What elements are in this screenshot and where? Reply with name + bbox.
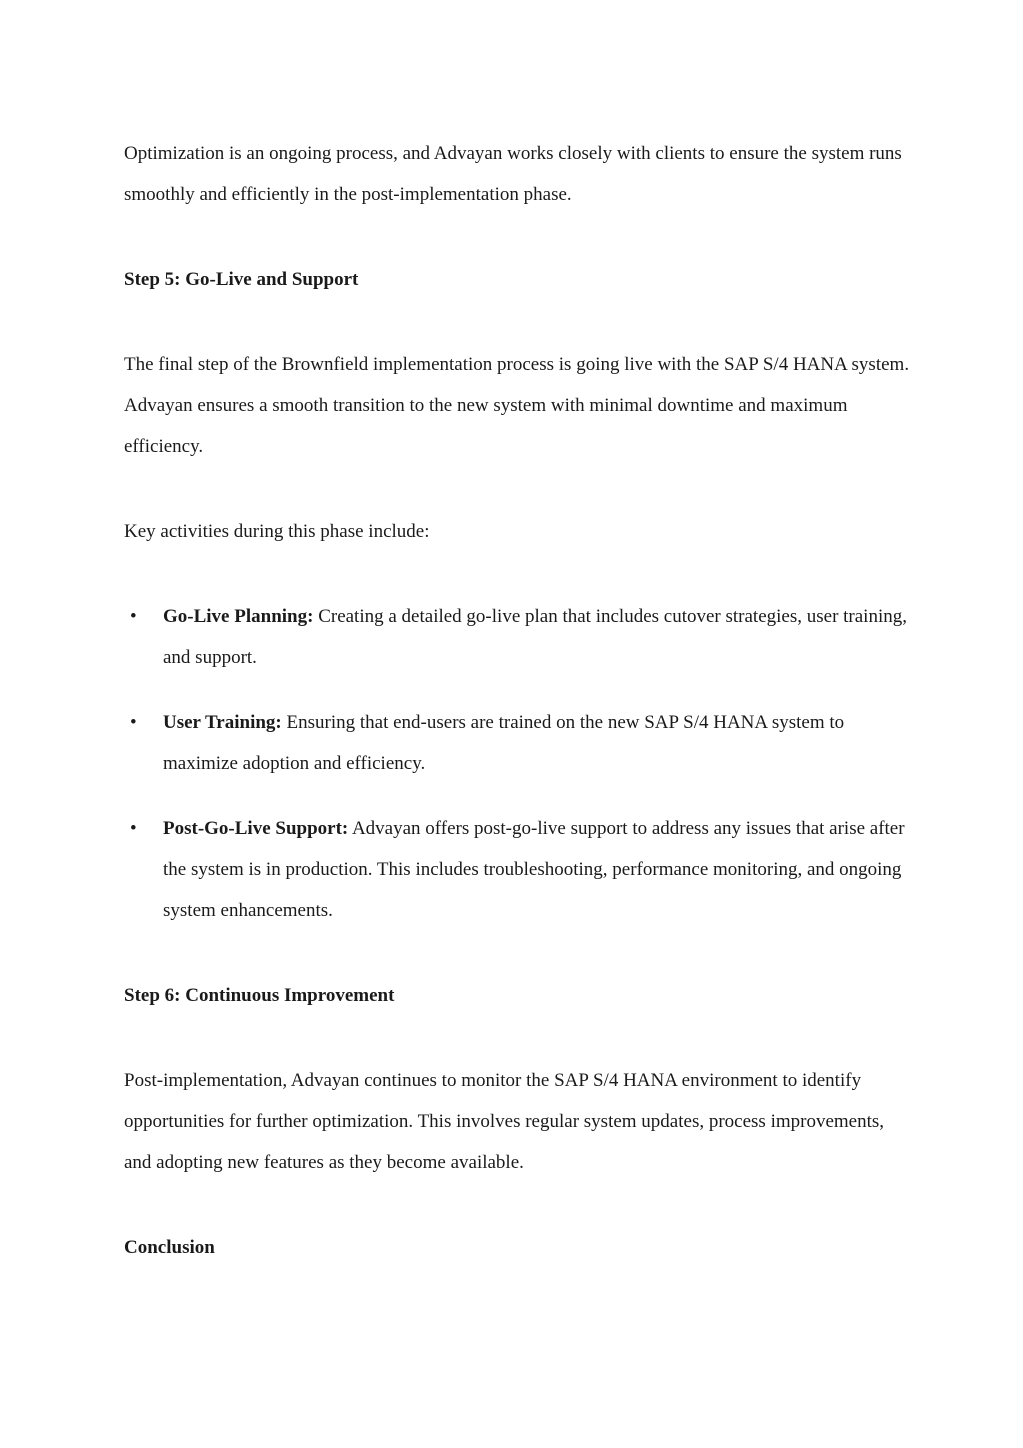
bullet-text: Ensuring that end-users are trained on the new SAP S/4 HANA system to maximize adoption and efficiency. — [163, 712, 845, 774]
list-item — [124, 702, 914, 784]
bullet-icon: • — [130, 606, 137, 627]
document-page — [124, 133, 914, 1268]
bullet-term: User Training: — [163, 712, 282, 733]
step6-paragraph: Post-implementation, Advayan continues to monitor the SAP S/4 HANA environment to identify opportunities for further optimization. This involves regular system updates, process improvements, and adopting new features as they become available. — [124, 1070, 885, 1173]
bullet-icon: • — [130, 712, 137, 733]
list-item — [124, 808, 914, 931]
bullet-text: Advayan offers post-go-live support to address any issues that arise after the system is in production. This includes troubleshooting, performance monitoring, and ongoing system enhancements. — [163, 818, 905, 921]
key-activities-paragraph: Key activities during this phase include: — [124, 521, 430, 542]
list-item — [124, 596, 914, 678]
bullet-icon: • — [130, 818, 137, 839]
optimization-paragraph: Optimization is an ongoing process, and Advayan works closely with clients to ensure the system runs smoothly and efficiently in the post-implementation phase. — [124, 143, 902, 205]
conclusion-heading: Conclusion — [124, 1237, 215, 1258]
bullet-term: Go-Live Planning: — [163, 606, 314, 627]
key-activities-list — [124, 596, 914, 931]
step5-heading: Step 5: Go-Live and Support — [124, 269, 359, 290]
step5-intro-paragraph: The final step of the Brownfield implementation process is going live with the SAP S/4 HANA system. Advayan ensures a smooth transition to the new system with minimal downtime and maximum efficiency. — [124, 354, 910, 457]
bullet-text: Creating a detailed go-live plan that includes cutover strategies, user training, and support. — [163, 606, 907, 668]
step6-heading: Step 6: Continuous Improvement — [124, 985, 395, 1006]
bullet-term: Post-Go-Live Support: — [163, 818, 349, 839]
